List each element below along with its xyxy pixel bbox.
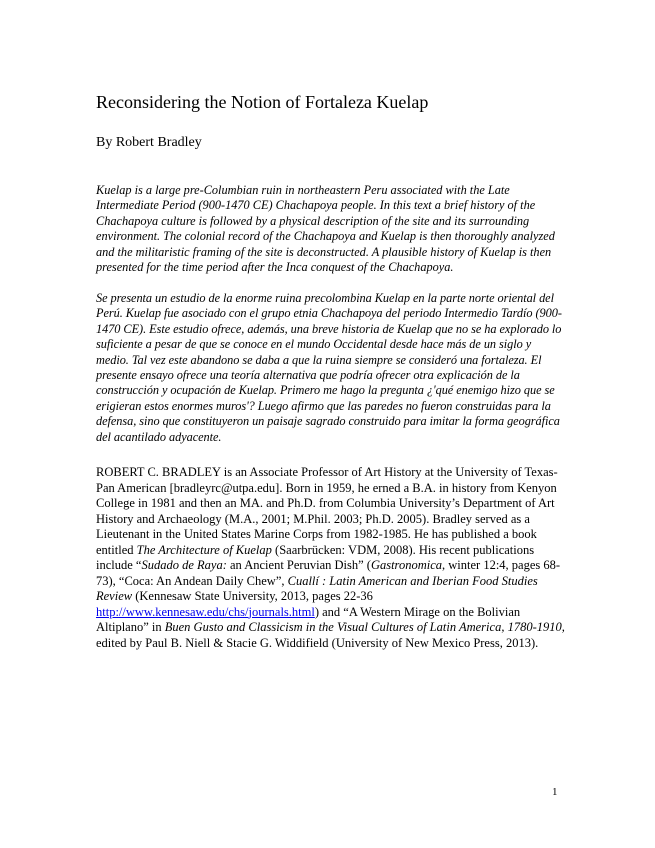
page-number: 1: [552, 786, 558, 798]
bio-text: ) and “A Western Mirage on the Bolivian Altiplano” in: [96, 604, 521, 634]
author-biography: [96, 465, 566, 651]
bio-text: an Ancient Peruvian Dish” (: [226, 558, 371, 572]
journal-link[interactable]: http://www.kennesaw.edu/chs/journals.html: [96, 604, 315, 619]
bio-journal-title: Gastronomica: [370, 558, 443, 572]
abstract-english: Kuelap is a large pre-Columbian ruin in northeastern Peru associated with the Late Intermediate Period (900-1470 CE) Chachapoya people. In this text a brief history of the Chachapoya culture is followed by a physical description of the site and its surrounding environment. The colonial record of the Chachapoya and Kuelap is then thoroughly analyzed and the militaristic framing of the site is deconstructed. A plausible history of Kuelap is then presented for the time period after the Inca conquest of the Chachapoya.: [96, 183, 555, 275]
bio-journal-title: Cuallí : Latin American and Iberian Food Studies Review: [96, 573, 538, 603]
bio-article-title: Sudado de Raya:: [141, 558, 227, 572]
abstract-spanish: Se presenta un estudio de la enorme ruina precolombina Kuelap en la parte norte oriental del Perú. Kuelap fue asociado con el grupo etnia Chachapoya del periodo Intermedio Tardío (900-1470 CE). Este estudio ofrece, además, una breve historia de Kuelap que no se ha explorado lo suficiente a pesar de que se conoce en el mundo Occidental desde hace más de un siglo y medio. Tal vez este abandono se daba a que la ruina siempre se consideró una fortaleza. El presente ensayo ofrece una teoría alternativa que podría ofrecer otra explicación de la construcción y ocupación de Kuelap. Primero me hago la pregunta ¿'qué enemigo hizo que se erigieran estos enormes muros'? Luego afirmo que las paredes no fueron construidas para la defensa, sino que constituyeron un paisaje sagrado construido para imitar la forma geográfica del acantilado adyacente.: [96, 291, 562, 444]
paper-title: Reconsidering the Notion of Fortaleza Kuelap: [96, 92, 429, 112]
bio-book-title: Buen Gusto and Classicism in the Visual Cultures of Latin America, 1780-1910,: [164, 620, 565, 634]
bio-text: edited by Paul B. Niell & Stacie G. Widdifield (University of New Mexico Press, 2013).: [96, 635, 539, 650]
bio-text: (Kennesaw State University, 2013, pages 22-36: [132, 589, 373, 603]
bio-text: ROBERT C. BRADLEY is an Associate Professor of Art History at the University of Texas-Pan American [bradleyrc@utpa.edu]. Born in 1959, he erned a B.A. in history from Kenyon College in 1981 and then an MA. and Ph.D. from Columbia University’s Department of Art History and Archaeology (M.A., 2001; M.Phil. 2003; Ph.D. 2005). Bradley served as a Lieutenant in the United States Marine Corps from 1982-1985. He has published a book entitled: [96, 465, 558, 557]
author-line: By Robert Bradley: [96, 135, 202, 150]
bio-book-title: The Architecture of Kuelap: [136, 542, 272, 557]
bio-text: (Saarbrücken: VDM, 2008). His recent publications include “: [96, 542, 535, 572]
bio-text: , winter 12:4, pages 68-73), “Coca: An Andean Daily Chew”,: [96, 558, 561, 588]
